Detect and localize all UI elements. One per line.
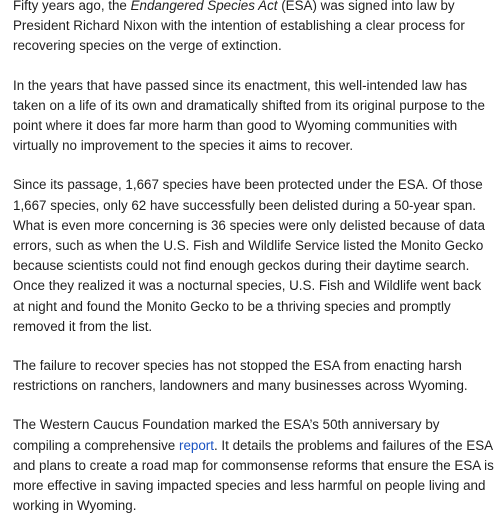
paragraph-western-caucus-report xyxy=(13,415,494,516)
paragraph-esa-history-text-end: (ESA) was signed into law by President Richard Nixon with the intention of establishing a clear process for recovering species on the verge of extinction. xyxy=(13,0,465,54)
paragraph-esa-history-text-start: Fifty years ago, the xyxy=(13,0,131,13)
paragraph-delisting-stats: Since its passage, 1,667 species have been protected under the ESA. Of those 1,667 species, only 62 have successfully been delisted during a 50-year span. What is even more concerning is 36 species were only delisted because of data errors, such as when the U.S. Fish and Wildlife Service listed the Monito Gecko because scientists could not find enough geckos during their daytime search. Once they realized it was a nocturnal species, U.S. Fish and Wildlife went back at night and found the Monito Gecko to be a thriving species and promptly removed it from the list. xyxy=(13,177,485,334)
endangered-species-act-title: Endangered Species Act xyxy=(130,0,278,13)
paragraph-report-text-end: . It details the problems and failures of the ESA and plans to create a road map for commonsense reforms that ensure the ESA is more effective in saving impacted species and less harmful on people living and working in Wyoming. xyxy=(13,437,494,514)
report-link[interactable]: report xyxy=(178,437,214,453)
paragraph-esa-shift: In the years that have passed since its enactment, this well-intended law has taken on a life of its own and dramatically shifted from its original purpose to the point where it does far more harm than good to Wyoming communities with virtually no improvement to the species it aims to recover. xyxy=(13,77,485,154)
paragraph-restrictions: The failure to recover species has not stopped the ESA from enacting harsh restrictions on ranchers, landowners and many businesses across Wyoming. xyxy=(13,358,468,394)
paragraph-esa-history xyxy=(13,0,494,57)
paragraph-report-text-start: The Western Caucus Foundation marked the ESA’s 50th anniversary by compiling a comprehensive xyxy=(13,417,440,453)
